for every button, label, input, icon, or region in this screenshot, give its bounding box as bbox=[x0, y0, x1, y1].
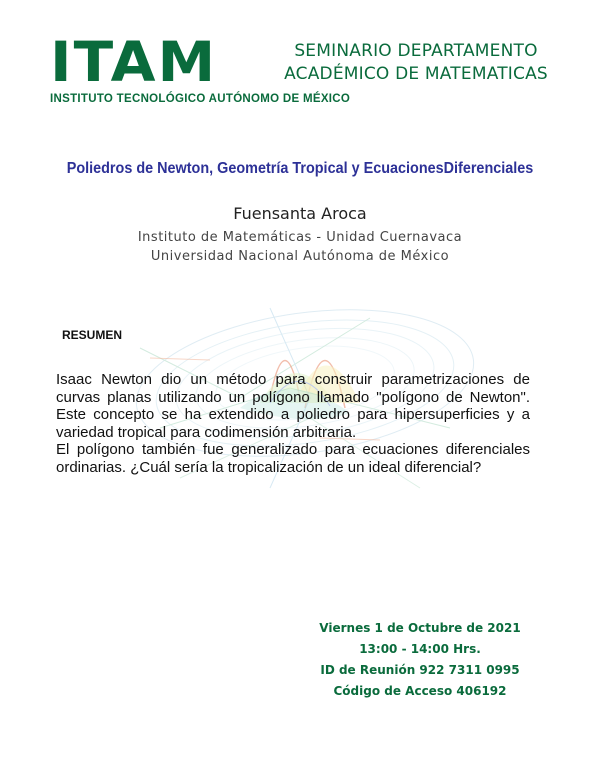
affiliation-line-1: Instituto de Matemáticas - Unidad Cuernavaca bbox=[137, 230, 463, 245]
speaker-name: Fuensanta Aroca bbox=[233, 204, 367, 223]
event-date: Viernes 1 de Octubre de 2021 bbox=[319, 621, 521, 635]
abstract-body bbox=[56, 371, 530, 476]
abstract-heading: RESUMEN bbox=[62, 328, 123, 342]
abstract-paragraph-2: El polígono también fue generalizado para ecuaciones diferenciales ordinarias. ¿Cuál sería la tropicalización de un ideal diferencial? bbox=[56, 441, 530, 476]
itam-logo: ITAM bbox=[50, 29, 218, 95]
access-code: Código de Acceso 406192 bbox=[333, 684, 507, 698]
abstract-paragraph-1: Isaac Newton dio un método para construir parametrizaciones de curvas planas utilizando un polígono llamado "polígono de Newton". Este concepto se ha extendido a poliedro para hipersuperficies y a variedad tropical para codimensión arbitraria. bbox=[56, 371, 530, 441]
talk-title: Poliedros de Newton, Geometría Tropical y EcuacionesDiferenciales bbox=[66, 160, 534, 177]
seminar-line-1: SEMINARIO DEPARTAMENTO bbox=[294, 41, 538, 61]
institution-name: INSTITUTO TECNOLÓGICO AUTÓNOMO DE MÉXICO bbox=[50, 93, 351, 105]
affiliation-line-2: Universidad Nacional Autónoma de México bbox=[150, 249, 450, 264]
event-time: 13:00 - 14:00 Hrs. bbox=[359, 642, 481, 656]
seminar-header bbox=[282, 40, 550, 86]
meeting-id: ID de Reunión 922 7311 0995 bbox=[320, 663, 520, 677]
event-details bbox=[310, 618, 530, 702]
seminar-line-2: ACADÉMICO DE MATEMATICAS bbox=[284, 64, 548, 84]
